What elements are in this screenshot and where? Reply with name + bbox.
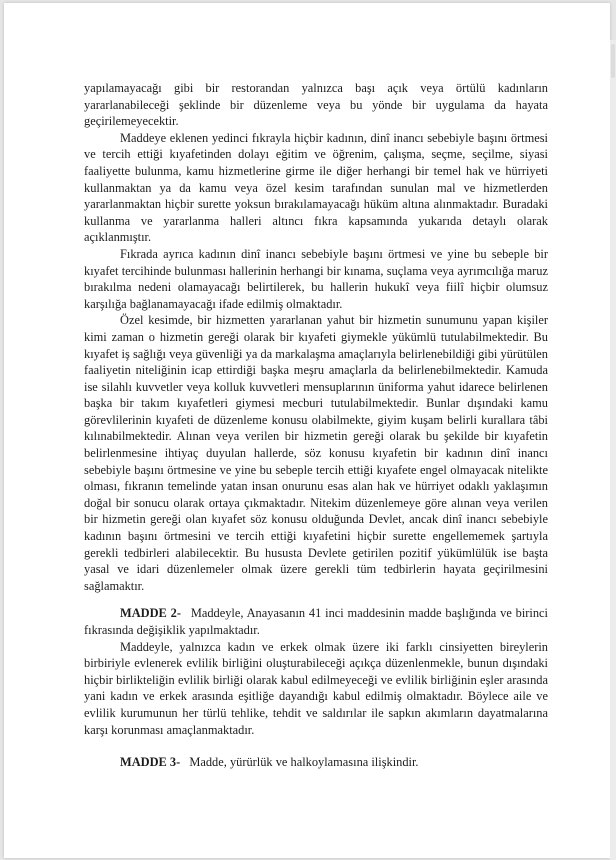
paragraph-seventh-clause: Maddeye eklenen yedinci fıkrayla hiçbir kadının, dinî inancı sebebiyle başını örtmesi ve tercih ettiği kıyafetinden dolayı eğitim ve öğrenim, çalışma, seçme, seçilme, siyasi faaliyette bulunma, kamu hizmetlerine girme ile diğer herhangi bir temel hak ve hürriyeti kullanmaktan ya da kamu veya özel kesim tarafından sunulan mal ve hizmetlerden yararlanmaktan hiçbir surette yoksun bırakılamayacağı hüküm altına alınmaktadır. Buradaki kullanma ve yararlanma halleri altıncı fıkra kapsamında yukarıda detaylı olarak açıklanmıştır. (84, 130, 548, 245)
paragraph-continuation: yapılamayacağı gibi bir restorandan yalnızca başı açık veya örtülü kadınların yararlanabileceği şeklinde bir düzenleme veya bu yönde bir uygulama da hayata geçirilemeyecektir. (84, 81, 548, 129)
article-2 (84, 605, 548, 638)
document-page (4, 3, 610, 858)
article-2-label: MADDE 2- (120, 606, 181, 621)
scrollbar[interactable] (610, 40, 616, 860)
article-3 (84, 754, 548, 771)
article-2-paragraph: Maddeyle, yalnızca kadın ve erkek olmak üzere iki farklı cinsiyetten bireylerin birbiriyle evlenerek evlilik birliğini oluşturabileceği açıkça düzenlenmekle, bunun dışındaki hiçbir birlikteliğin evlilik birliği olarak kabul edilmeyeceği ve evlilik birliğinin eşler arasında yani kadın ve erkek arasında eşitliğe dayandığı kabul edilmiş olmaktadır. Böylece aile ve evlilik kurumunun her türlü tehlike, tehdit ve saldırılar ile sapkın akımların dayatmalarına karşı korunması amaçlanmaktadır. (84, 639, 548, 737)
article-3-label: MADDE 3- (120, 755, 181, 770)
paragraph-clause-also: Fıkrada ayrıca kadının dinî inancı sebebiyle başını örtmesi ve yine bu sebeple bir kıyafet tercihinde bulunması hallerinin herhangi bir kınama, suçlama veya ayrımcılığa maruz bırakılma nedeni olamayacağı belirtilerek, bu hallerin hukukî veya fiilî hiçbir olumsuz karşılığa bağlanamayacağı ifade edilmiş olmaktadır. (84, 246, 548, 311)
paragraph-private-sector: Özel kesimde, bir hizmetten yararlanan yahut bir hizmetin sunumunu yapan kişiler kimi zaman o hizmetin gereği olarak bir kıyafeti giymekle yükümlü tutulabilmektedir. Bu kıyafet iş sağlığı veya güvenliği ya da markalaşma amaçlarıyla belirlenebildiği gibi yürütülen faaliyetin niteliğinin icap ettirdiği başka meşru amaçlarla da belirlenebilmektedir. Kamuda ise silahlı kuvvetler veya kolluk kuvvetleri mensuplarının üniforma yahut idarece belirlenen başka bir takım kıyafetleri giymesi mecburi tutulabilmektedir. Bunlar dışındaki kamu görevlilerinin kıyafeti de düzenleme konusu olabilmekte, giyim kuşam belirli kurallara tâbi kılınabilmektedir. Alınan veya verilen bir hizmetin gereği olarak bu şekilde bir kıyafetin belirlenmesine ihtiyaç duyulan hallerde, söz konusu kıyafetin bir kadının dinî inancı sebebiyle başını örtmesine ve yine bu sebeple tercih ettiği kıyafete engel olmayacak nitelikte olması, fıkranın temelinde yatan insan onurunu esas alan hak ve hürriyet odaklı yaklaşımın doğal bir sonucu olarak ortaya çıkmaktadır. Nitekim düzenlemeye göre alınan veya verilen bir hizmetin gereği olan kıyafet söz konusu olduğunda Devlet, ancak dinî inancı sebebiyle kadının başını örtmesini ve tercih ettiği kıyafetini hiçbir surette engellememek şartıyla gerekli tedbirleri alabilecektir. Bu hususta Devlete getirilen pozitif yükümlülük ise başta yasal ve idari düzenlemeler olmak üzere gerekli tüm tedbirlerin hayata geçirilmesini sağlamaktır. (84, 313, 548, 593)
document-body (84, 80, 548, 771)
article-3-text: Madde, yürürlük ve halkoylamasına ilişkindir. (189, 755, 419, 770)
article-2-text: Maddeyle, Anayasanın 41 inci maddesinin madde başlığında ve birinci fıkrasında değişiklik yapılmaktadır. (84, 606, 548, 637)
scrollbar-thumb[interactable] (611, 44, 615, 78)
